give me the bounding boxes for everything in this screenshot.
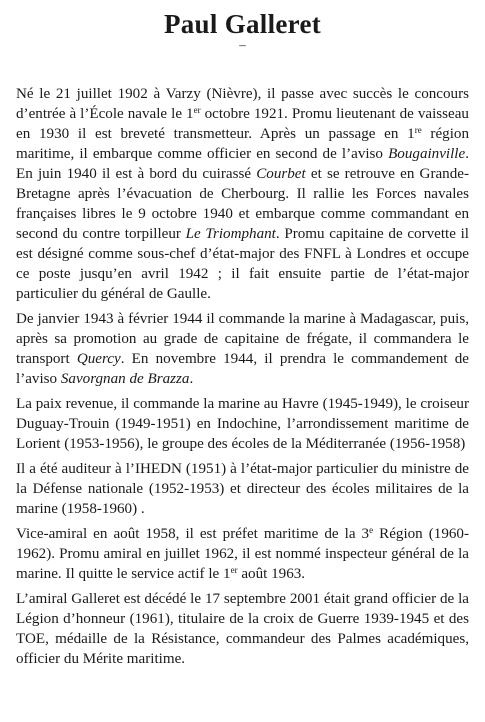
text-run: Né le 21 juillet 1902 à Varzy (Nièvre), il passe avec succès le concours d’entrée à l’École navale le 1 [16,86,469,122]
text-run: . En novembre 1944, il prendra le commandement de l’aviso [16,351,469,387]
paragraph [16,459,469,519]
text-run: La paix revenue, il commande la marine au Havre (1945-1949), le croiseur Duguay-Trouin (1949-1951) en Indochine, l’arrondissement maritime de Lorient (1953-1956), le groupe des écoles de la Méditerranée (1956-1958) [16,396,469,452]
text-run: . En juin 1940 il est à bord du cuirassé [16,146,469,182]
paragraph [16,84,469,304]
text-run: Il a été auditeur à l’IHEDN (1951) à l’état-major particulier du ministre de la Défense nationale (1952-1953) et directeur des écoles militaires de la marine (1958-1960) . [16,461,469,517]
italic-text: Le Triomphant [185,226,276,242]
paragraph [16,394,469,454]
italic-text: Courbet [256,166,306,182]
text-run: août 1963. [237,566,306,582]
italic-text: Bougainville [388,146,466,162]
paragraph [16,309,469,389]
title-separator: – [239,37,246,52]
text-run: Région (1960-1962). Promu amiral en juillet 1962, il est nommé inspecteur général de la marine. Il quitte le service actif le 1 [16,526,469,582]
text-run: octobre 1921. Promu lieutenant de vaisseau en 1930 il est breveté transmetteur. Après un passage en 1 [16,106,469,142]
text-run: . Promu capitaine de corvette il est désigné comme sous-chef d’état-major des FNFL à Londres et occupe ce poste jusqu’en avril 1942 ; il fait ensuite partie de l’état-major particulier du général de Gaulle. [16,226,470,302]
document-title: Paul Galleret [163,9,322,39]
text-run: région maritime, il embarque comme officier en second de l’aviso [16,126,469,162]
superscript: re [414,125,422,135]
document-body [16,84,469,669]
superscript: er [193,105,201,115]
text-run: De janvier 1943 à février 1944 il commande la marine à Madagascar, puis, après sa promotion au grade de capitaine de frégate, il commandera le transport [16,311,469,367]
paragraph [16,589,469,669]
italic-text: Savorgnan de Brazza [60,371,190,387]
text-run: Vice-amiral en août 1958, il est préfet maritime de la 3 [16,526,370,542]
superscript: er [230,565,238,575]
text-run: L’amiral Galleret est décédé le 17 septembre 2001 était grand officier de la Légion d’honneur (1961), titulaire de la croix de Guerre 1939-1945 et des TOE, médaille de la Résistance, commandeur des Palmes académiques, officier du Mérite maritime. [16,591,469,667]
text-run: et se retrouve en Grande-Bretagne après l’évacuation de Cherbourg. Il rallie les Forces navales françaises libres le 9 octobre 1940 et embarque comme commandant en second du contre torpilleur [16,166,470,242]
superscript: e [369,525,374,535]
italic-text: Quercy [76,351,121,367]
paragraph [16,524,469,584]
text-run: . [189,371,194,387]
